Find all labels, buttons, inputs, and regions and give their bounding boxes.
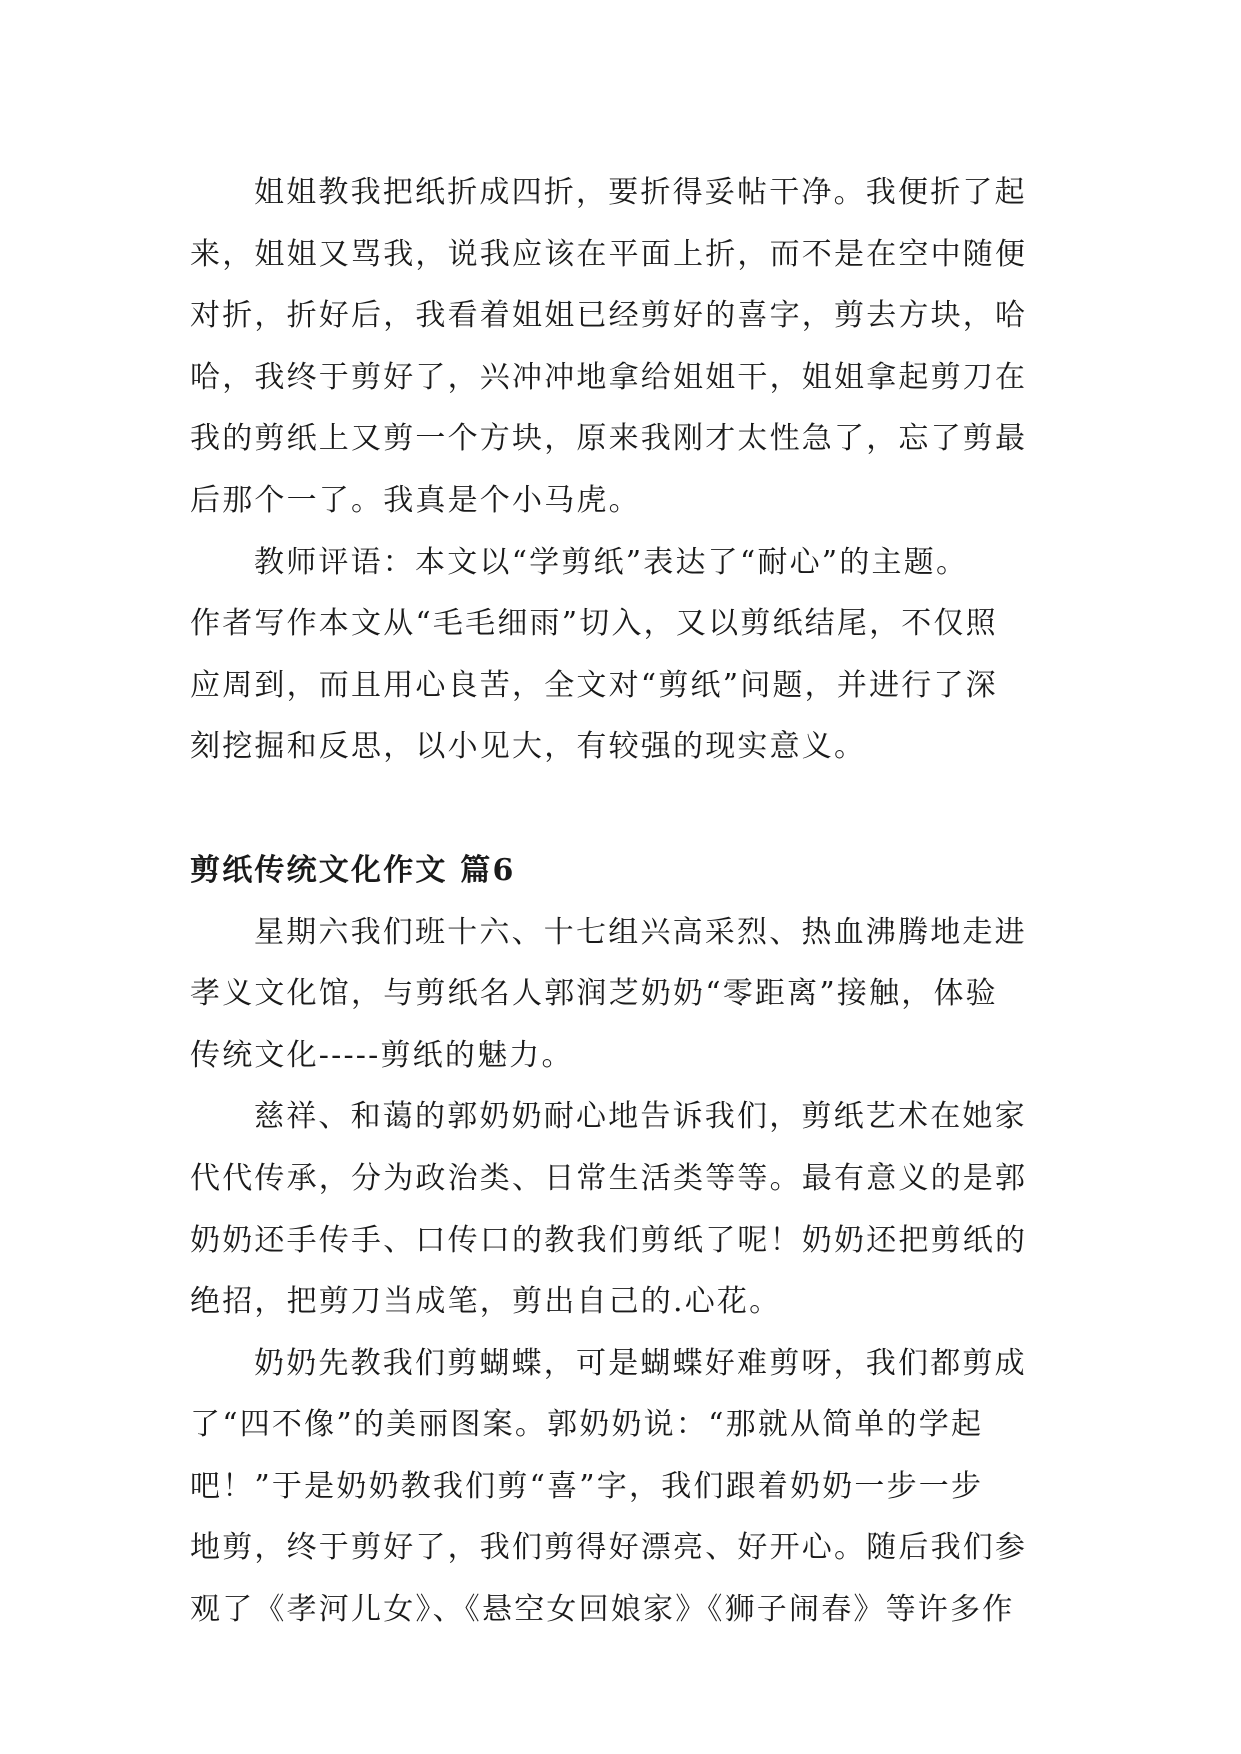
teacher-comment-line: 教师评语：本文以“学剪纸”表达了“耐心”的主题。 bbox=[254, 544, 969, 580]
paragraph-1-line: 来，姐姐又骂我，说我应该在平面上折，而不是在空中随便 bbox=[190, 236, 1028, 272]
paragraph-1 bbox=[190, 162, 1052, 532]
paragraph-3-line: 传统文化-----剪纸的魅力。 bbox=[190, 1037, 574, 1073]
paragraph-4 bbox=[190, 1086, 1052, 1332]
section-gap bbox=[190, 778, 1052, 840]
paragraph-1-line: 哈，我终于剪好了，兴冲冲地拿给姐姐干，姐姐拿起剪刀在 bbox=[190, 359, 1028, 395]
teacher-comment-paragraph bbox=[190, 532, 1052, 778]
paragraph-1-line: 我的剪纸上又剪一个方块，原来我刚才太性急了，忘了剪最 bbox=[190, 421, 1028, 457]
paragraph-3-line: 星期六我们班十六、十七组兴高采烈、热血沸腾地走进 bbox=[254, 914, 1027, 950]
paragraph-4-line: 代代传承，分为政治类、日常生活类等等。最有意义的是郭 bbox=[190, 1160, 1028, 1196]
paragraph-1-line: 姐姐教我把纸折成四折，要折得妥帖干净。我便折了起 bbox=[254, 175, 1027, 210]
paragraph-5-line: 吧！”于是奶奶教我们剪“喜”字，我们跟着奶奶一步一步 bbox=[190, 1468, 984, 1504]
paragraph-5-line: 奶奶先教我们剪蝴蝶，可是蝴蝶好难剪呀，我们都剪成 bbox=[254, 1345, 1027, 1381]
paragraph-4-line: 绝招，把剪刀当成笔，剪出自己的.心花。 bbox=[190, 1284, 782, 1320]
section-heading: 剪纸传统文化作文 篇6 bbox=[190, 852, 516, 888]
paragraph-5-line: 地剪，终于剪好了，我们剪得好漂亮、好开心。随后我们参 bbox=[190, 1530, 1028, 1566]
paragraph-5-line: 观了《孝河儿女》、《悬空女回娘家》《狮子闹春》等许多作 bbox=[190, 1592, 1015, 1628]
teacher-comment-line: 应周到，而且用心良苦，全文对“剪纸”问题，并进行了深 bbox=[190, 667, 998, 703]
paragraph-3-line: 孝义文化馆，与剪纸名人郭润芝奶奶“零距离”接触，体验 bbox=[190, 976, 998, 1012]
paragraph-5 bbox=[190, 1333, 1052, 1641]
paragraph-3 bbox=[190, 902, 1052, 1087]
paragraph-4-line: 慈祥、和蔼的郭奶奶耐心地告诉我们，剪纸艺术在她家 bbox=[254, 1099, 1027, 1135]
paragraph-5-line: 了“四不像”的美丽图案。郭奶奶说：“那就从简单的学起 bbox=[190, 1407, 984, 1443]
teacher-comment-line: 作者写作本文从“毛毛细雨”切入，又以剪纸结尾，不仅照 bbox=[190, 606, 998, 642]
teacher-comment-line: 刻挖掘和反思，以小见大，有较强的现实意义。 bbox=[190, 729, 867, 765]
paragraph-4-line: 奶奶还手传手、口传口的教我们剪纸了呢！奶奶还把剪纸的 bbox=[190, 1222, 1028, 1258]
document-page bbox=[190, 162, 1052, 1641]
paragraph-1-line: 后那个一了。我真是个小马虎。 bbox=[190, 482, 641, 518]
paragraph-1-line: 对折，折好后，我看着姐姐已经剪好的喜字，剪去方块，哈 bbox=[190, 298, 1028, 334]
